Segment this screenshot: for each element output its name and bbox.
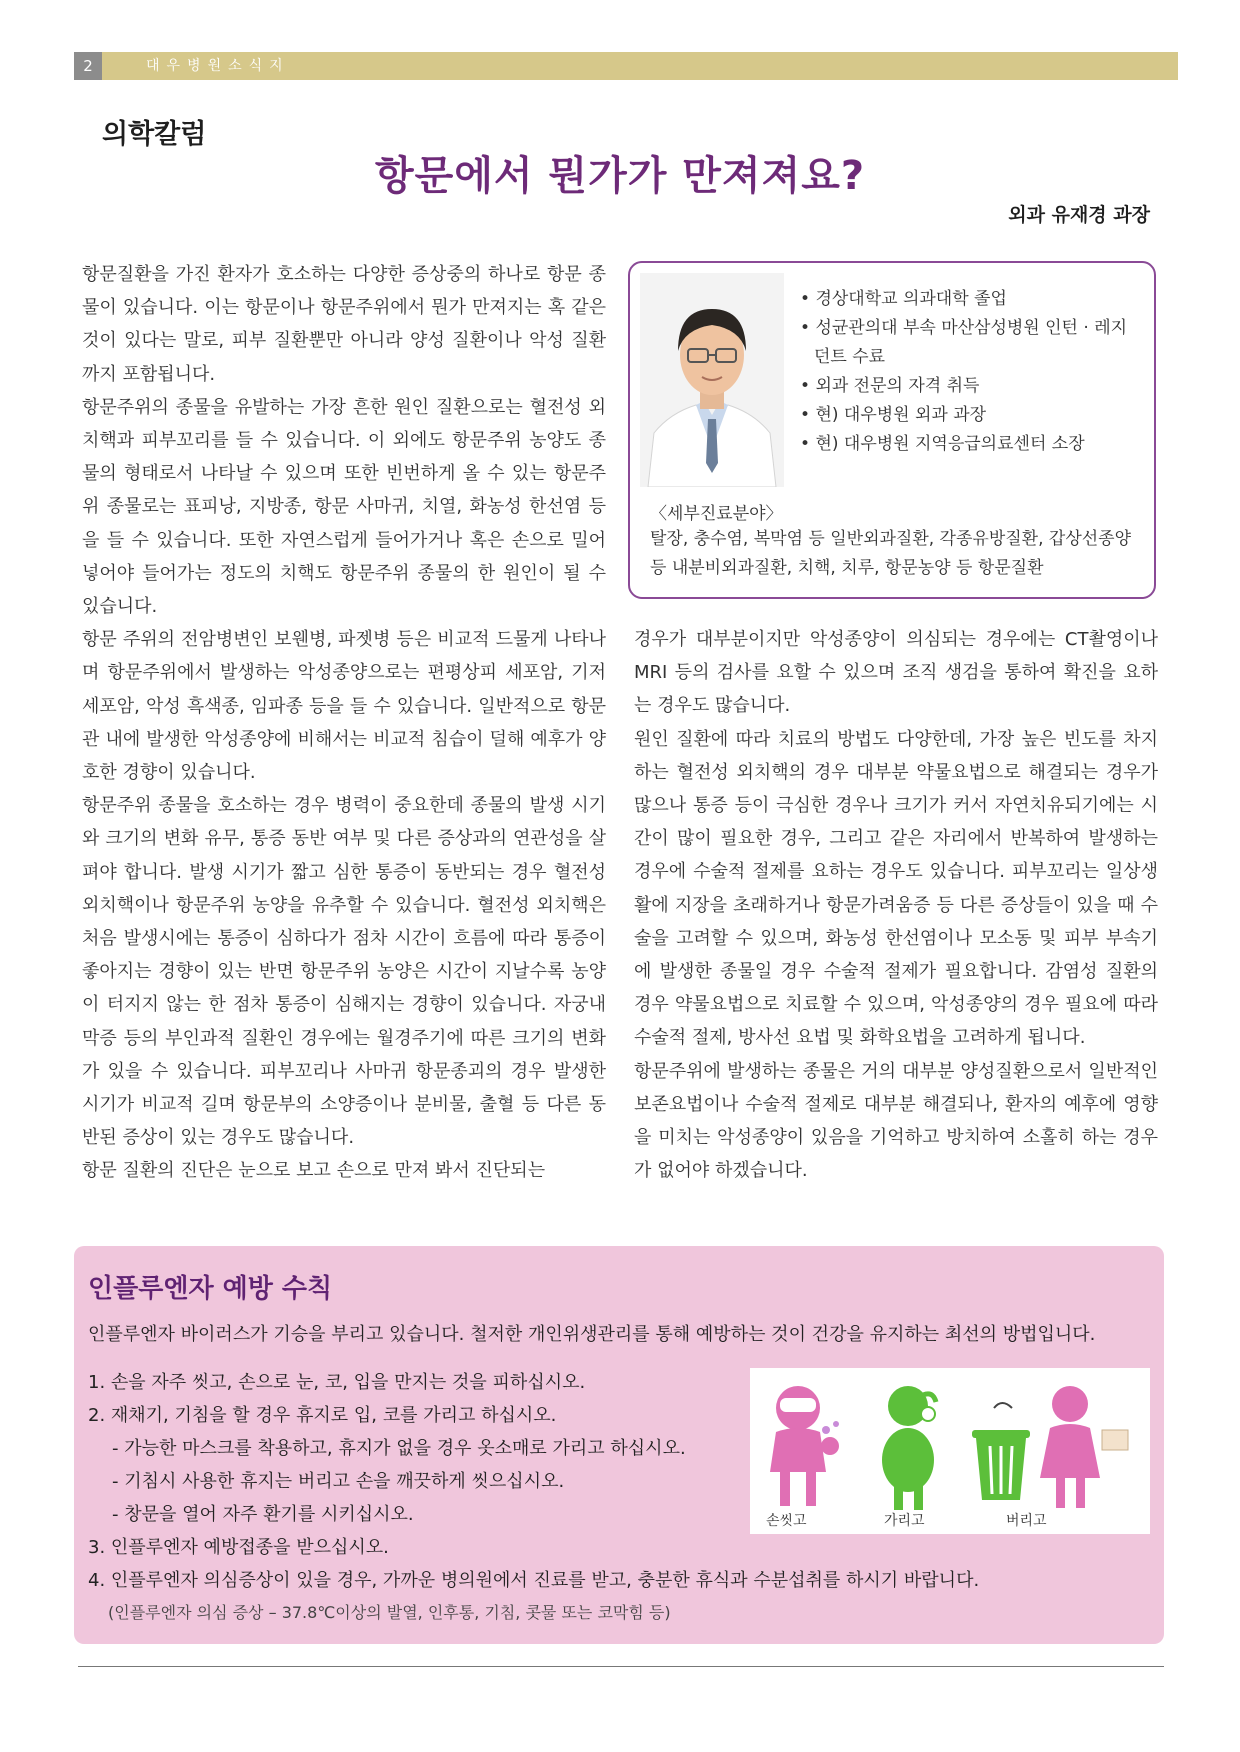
page-number: 2 (74, 52, 102, 80)
bio-list (800, 285, 1140, 459)
publication-name: 대우병원소식지 (146, 58, 290, 74)
specialty-heading: 〈세부진료분야〉 (650, 504, 783, 524)
flu-intro: 인플루엔자 바이러스가 기승을 부리고 있습니다. 철저한 개인위생관리를 통해 예방하는 것이 건강을 유지하는 최선의 방법입니다. (88, 1324, 1096, 1345)
paragraph: 항문 주위의 전암병변인 보웬병, 파젯병 등은 비교적 드물게 나타나며 항문주위에서 발생하는 악성종양으로는 편평상피 세포암, 기저 세포암, 악성 흑색종, 임파종 등을 들 수 있습니다. 일반적으로 항문관 내에 발생한 악성종양에 비해서는 비교적 침습이 덜해 예후가 양호한 경향이 있습니다. (82, 629, 606, 784)
flu-subitem: - 창문을 열어 자주 환기를 시키십시오. (112, 1504, 414, 1525)
bio-item: • 경상대학교 의과대학 졸업 (800, 285, 1140, 314)
flu-item: 1. 손을 자주 씻고, 손으로 눈, 코, 입을 만지는 것을 피하십시오. (88, 1372, 586, 1393)
article-title: 항문에서 뭔가가 만져져요? (374, 153, 866, 199)
paragraph: 원인 질환에 따라 치료의 방법도 다양한데, 가장 높은 빈도를 차지하는 혈전성 외치핵의 경우 대부분 약물요법으로 해결되는 경우가 많으나 통증 등이 극심한 경우나 크기가 커서 자연치유되기에는 시간이 많이 필요한 경우, 그리고 같은 자리에서 반복하여 발생하는 경우에 수술적 절제를 요하는 경우도 있습니다. 피부꼬리는 일상생활에 지장을 초래하거나 항문가려움증 등 다른 증상들이 있을 때 수술을 고려할 수 있으며, 화농성 한선염이나 모소동 및 피부 부속기에 발생한 종물일 경우 수술적 절제가 필요합니다. 감염성 질환의 경우 약물요법으로 치료할 수 있으며, 악성종양의 경우 필요에 따라 수술적 절제, 방사선 요법 및 화학요법을 고려하게 됩니다. (634, 728, 1158, 1049)
footer-rule (78, 1666, 1164, 1667)
caption-cover: 가리고 (884, 1513, 925, 1529)
caption-handwash: 손씻고 (766, 1513, 807, 1529)
article-column-right (634, 623, 1158, 1187)
article-column-left (82, 258, 606, 1188)
author-bio-box (628, 261, 1156, 599)
trash-figure (972, 1386, 1128, 1508)
flu-prevention-box (74, 1246, 1164, 1644)
paragraph: 항문질환을 가진 환자가 호소하는 다양한 증상중의 하나로 항문 종물이 있습니다. 이는 항문이나 항문주위에서 뭔가 만져지는 혹 같은 것이 있다는 말로, 피부 질환뿐만 아니라 양성 질환이나 악성 질환까지 포함됩니다. (82, 264, 606, 385)
paragraph: 항문주위 종물을 호소하는 경우 병력이 중요한데 종물의 발생 시기와 크기의 변화 유무, 통증 동반 여부 및 다른 증상과의 연관성을 살펴야 합니다. 발생 시기가 짧고 심한 통증이 동반되는 경우 혈전성 외치핵이나 항문주위 농양을 유추할 수 있습니다. 혈전성 외치핵은 처음 발생시에는 통증이 심하다가 점차 시간이 흐름에 따라 통증이 좋아지는 경향이 있는 반면 항문주위 농양은 시간이 지날수록 농양이 터지지 않는 한 점차 통증이 심해지는 경향이 있습니다. 자궁내막증 등의 부인과적 질환인 경우에는 월경주기에 따른 크기의 변화가 있을 수 있습니다. 피부꼬리나 사마귀 항문종괴의 경우 발생한 시기가 비교적 길며 항문부의 소양증이나 분비물, 출혈 등 다른 동반된 증상이 있는 경우도 많습니다. (82, 795, 606, 1149)
flu-item: 3. 인플루엔자 예방접종을 받으십시오. (88, 1537, 389, 1558)
flu-item: 4. 인플루엔자 의심증상이 있을 경우, 가까운 병의원에서 진료를 받고, 충분한 휴식과 수분섭취를 하시기 바랍니다. (88, 1570, 980, 1591)
flu-title: 인플루엔자 예방 수칙 (88, 1274, 333, 1304)
bio-item: • 성균관의대 부속 마산삼성병원 인턴 · 레지던트 수료 (800, 314, 1140, 372)
article-author: 외과 유재경 과장 (1008, 204, 1150, 226)
bio-item: • 외과 전문의 자격 취득 (800, 372, 1140, 401)
cover-cough-figure (882, 1386, 936, 1510)
prevention-illustration (750, 1368, 1150, 1534)
flu-item: 2. 재채기, 기침을 할 경우 휴지로 입, 코를 가리고 하십시오. (88, 1405, 557, 1426)
flu-subitem: - 가능한 마스크를 착용하고, 휴지가 없을 경우 옷소매로 가리고 하십시오. (112, 1438, 686, 1459)
caption-discard: 버리고 (1006, 1513, 1047, 1529)
specialty-text: 탈장, 충수염, 복막염 등 일반외과질환, 각종유방질환, 갑상선종양 등 내분비외과질환, 치핵, 치루, 항문농양 등 항문질환 (650, 529, 1132, 578)
handwash-figure (770, 1386, 839, 1506)
paragraph: 항문주위의 종물을 유발하는 가장 흔한 원인 질환으로는 혈전성 외치핵과 피부꼬리를 들 수 있습니다. 이 외에도 항문주위 농양도 종물의 형태로서 나타날 수 있으며 또한 빈번하게 올 수 있는 항문주위 종물로는 표피낭, 지방종, 항문 사마귀, 치열, 화농성 한선염 등을 들 수 있습니다. 또한 자연스럽게 들어가거나 혹은 손으로 밀어 넣어야 들어가는 정도의 치핵도 항문주위 종물의 한 원인이 될 수 있습니다. (82, 396, 606, 618)
paragraph: 항문 질환의 진단은 눈으로 보고 손으로 만져 봐서 진단되는 (82, 1160, 546, 1182)
section-label: 의학칼럼 (102, 119, 207, 150)
flu-subitem: - 기침시 사용한 휴지는 버리고 손을 깨끗하게 씻으십시오. (112, 1471, 565, 1492)
header-bar (74, 52, 1178, 80)
flu-symptom-note: (인플루엔자 의심 증상 – 37.8℃이상의 발열, 인후통, 기침, 콧물 또는 코막힘 등) (108, 1603, 671, 1622)
bio-item: • 현) 대우병원 외과 과장 (800, 401, 1140, 430)
author-photo (640, 273, 784, 487)
bio-item: • 현) 대우병원 지역응급의료센터 소장 (800, 430, 1140, 459)
paragraph: 항문주위에 발생하는 종물은 거의 대부분 양성질환으로서 일반적인 보존요법이나 수술적 절제로 대부분 해결되나, 환자의 예후에 영향을 미치는 악성종양이 있음을 기억하고 방치하여 소홀히 하는 경우가 없어야 하겠습니다. (634, 1060, 1158, 1182)
paragraph: 경우가 대부분이지만 악성종양이 의심되는 경우에는 CT촬영이나 MRI 등의 검사를 요할 수 있으며 조직 생검을 통하여 확진을 요하는 경우도 많습니다. (634, 629, 1158, 717)
